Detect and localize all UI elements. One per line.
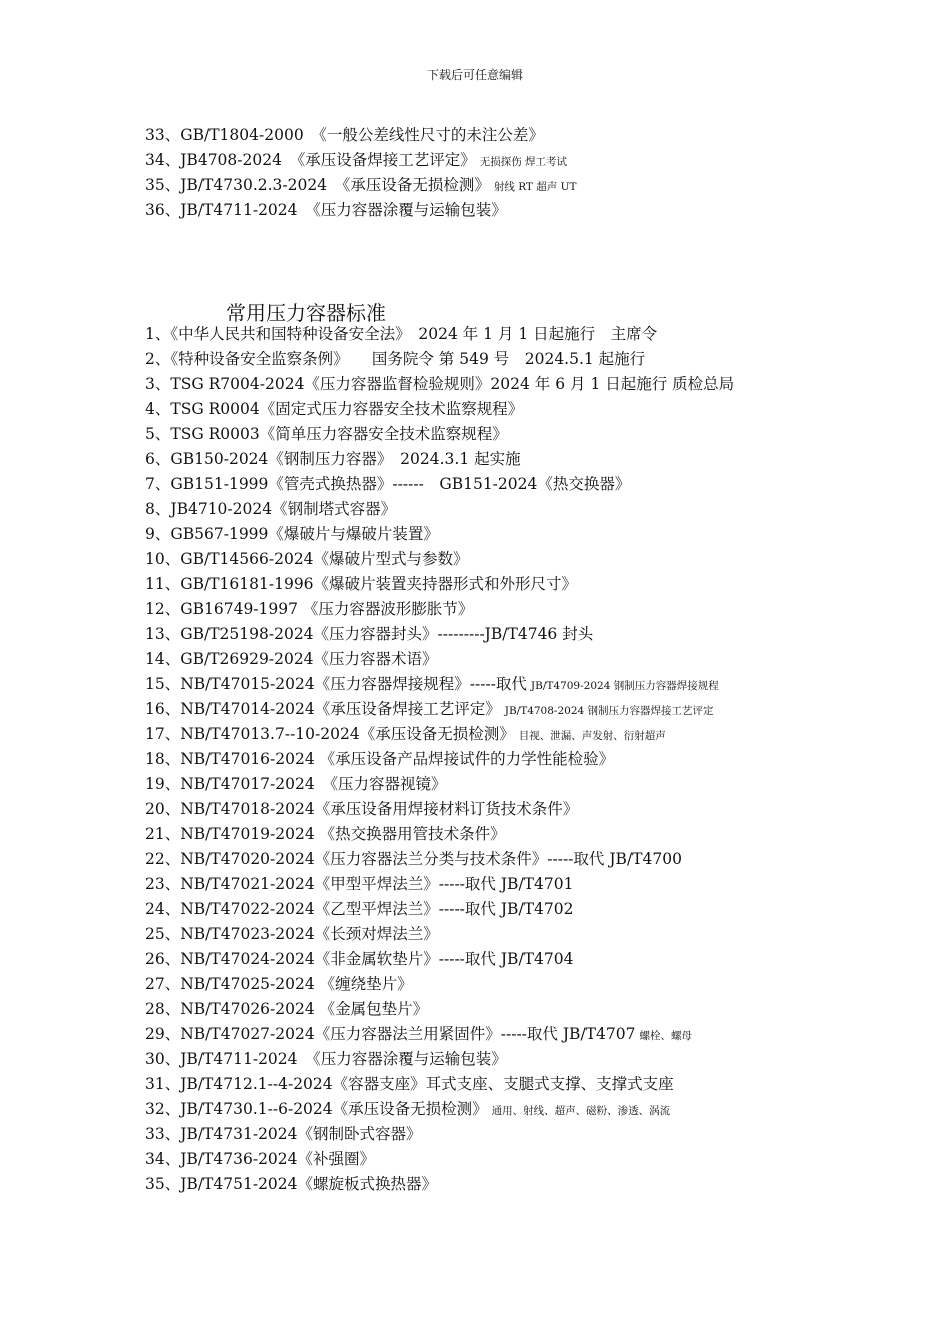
- list-item-note: 无损探伤 焊工考试: [479, 156, 568, 168]
- list-item-text: 34、JB4708-2024 《承压设备焊接工艺评定》: [145, 151, 476, 169]
- list-item: [145, 198, 905, 223]
- list-item: [145, 1047, 905, 1072]
- list-item-note: 通用、射线、超声、磁粉、渗透、涡流: [491, 1105, 671, 1117]
- list-item: [145, 1147, 905, 1172]
- list-item-text: 4、TSG R0004《固定式压力容器安全技术监察规程》: [145, 400, 524, 418]
- list-item-text: 30、JB/T4711-2024 《压力容器涂覆与运输包装》: [145, 1050, 507, 1068]
- list-item-text: 18、NB/T47016-2024 《承压设备产品焊接试件的力学性能检验》: [145, 750, 615, 768]
- list-item-note: JB/T4708-2024 钢制压力容器焊接工艺评定: [504, 705, 714, 717]
- list-item-text: 3、TSG R7004-2024《压力容器监督检验规则》2024 年 6 月 1 日起施行 质检总局: [145, 375, 735, 393]
- list-item-text: 26、NB/T47024-2024《非金属软垫片》-----取代 JB/T4704: [145, 950, 574, 968]
- list-item-text: 25、NB/T47023-2024《长颈对焊法兰》: [145, 925, 439, 943]
- list-item: [145, 672, 905, 697]
- list-item-text: 36、JB/T4711-2024 《压力容器涂覆与运输包装》: [145, 201, 507, 219]
- list-item: [145, 397, 905, 422]
- list-item-text: 15、NB/T47015-2024《压力容器焊接规程》-----取代: [145, 675, 527, 693]
- list-item: [145, 647, 905, 672]
- list-item-text: 20、NB/T47018-2024《承压设备用焊接材料订货技术条件》: [145, 800, 579, 818]
- list-item-text: 12、GB16749-1997 《压力容器波形膨胀节》: [145, 600, 474, 618]
- list-item-text: 5、TSG R0003《简单压力容器安全技术监察规程》: [145, 425, 508, 443]
- list-item: [145, 897, 905, 922]
- list-item-text: 35、JB/T4730.2.3-2024 《承压设备无损检测》: [145, 176, 490, 194]
- list-item: [145, 472, 905, 497]
- list-item-text: 10、GB/T14566-2024《爆破片型式与参数》: [145, 550, 469, 568]
- list-item: [145, 572, 905, 597]
- list-item-note: 射线 RT 超声 UT: [493, 181, 577, 193]
- list-item: [145, 547, 905, 572]
- list-item-text: 23、NB/T47021-2024《甲型平焊法兰》-----取代 JB/T4701: [145, 875, 574, 893]
- list-item-text: 22、NB/T47020-2024《压力容器法兰分类与技术条件》-----取代 JB/T4700: [145, 850, 682, 868]
- list-item-text: 33、GB/T1804-2000 《一般公差线性尺寸的未注公差》: [145, 126, 544, 144]
- list-item-text: 31、JB/T4712.1--4-2024《容器支座》耳式支座、支腿式支撑、支撑式支座: [145, 1075, 674, 1093]
- list-item-text: 7、GB151-1999《管壳式换热器》------ GB151-2024《热交换器》: [145, 475, 631, 493]
- page-header: 下载后可任意编辑: [426, 68, 523, 82]
- list-item-note: JB/T4709-2024 钢制压力容器焊接规程: [530, 680, 719, 692]
- list-item: [145, 447, 905, 472]
- list-item-text: 29、NB/T47027-2024《压力容器法兰用紧固件》-----取代 JB/T4707: [145, 1025, 636, 1043]
- list-item: [145, 1022, 905, 1047]
- list-item-text: 27、NB/T47025-2024 《缠绕垫片》: [145, 975, 413, 993]
- list-item: [145, 497, 905, 522]
- list-item: [145, 772, 905, 797]
- list-item-text: 21、NB/T47019-2024 《热交换器用管技术条件》: [145, 825, 506, 843]
- list-item: [145, 922, 905, 947]
- list-item-text: 6、GB150-2024《钢制压力容器》 2024.3.1 起实施: [145, 450, 521, 468]
- list-item-note: 目视、泄漏、声发射、衍射超声: [518, 730, 666, 742]
- list-item: [145, 422, 905, 447]
- standard-list: [145, 322, 905, 1197]
- list-item: [145, 747, 905, 772]
- list-item: [145, 947, 905, 972]
- list-item: [145, 322, 905, 347]
- list-item-text: 9、GB567-1999《爆破片与爆破片装置》: [145, 525, 439, 543]
- list-item: [145, 822, 905, 847]
- list-item: [145, 148, 905, 173]
- list-item-text: 19、NB/T47017-2024 《压力容器视镜》: [145, 775, 447, 793]
- list-item-note: 螺栓、螺母: [639, 1030, 692, 1042]
- list-item: [145, 1122, 905, 1147]
- list-item-text: 35、JB/T4751-2024《螺旋板式换热器》: [145, 1175, 438, 1193]
- list-item: [145, 697, 905, 722]
- list-item-text: 16、NB/T47014-2024《承压设备焊接工艺评定》: [145, 700, 501, 718]
- list-item-text: 2、《特种设备安全监察条例》 国务院令 第 549 号 2024.5.1 起施行: [145, 350, 646, 368]
- list-item-text: 33、JB/T4731-2024《钢制卧式容器》: [145, 1125, 422, 1143]
- list-item-text: 28、NB/T47026-2024 《金属包垫片》: [145, 1000, 429, 1018]
- list-item-text: 17、NB/T47013.7--10-2024《承压设备无损检测》: [145, 725, 515, 743]
- section-title: 常用压力容器标准: [226, 301, 386, 325]
- list-item-text: 24、NB/T47022-2024《乙型平焊法兰》-----取代 JB/T4702: [145, 900, 574, 918]
- list-item: [145, 847, 905, 872]
- list-item: [145, 522, 905, 547]
- list-item: [145, 722, 905, 747]
- list-item: [145, 622, 905, 647]
- list-item: [145, 997, 905, 1022]
- list-item-text: 1、《中华人民共和国特种设备安全法》 2024 年 1 月 1 日起施行 主席令: [145, 325, 658, 343]
- list-item-text: 13、GB/T25198-2024《压力容器封头》---------JB/T4746 封头: [145, 625, 594, 643]
- list-item-text: 14、GB/T26929-2024《压力容器术语》: [145, 650, 438, 668]
- list-item: [145, 1072, 905, 1097]
- list-item: [145, 1097, 905, 1122]
- list-item: [145, 347, 905, 372]
- list-item-text: 32、JB/T4730.1--6-2024《承压设备无损检测》: [145, 1100, 488, 1118]
- list-item: [145, 597, 905, 622]
- list-item: [145, 123, 905, 148]
- list-item: [145, 1172, 905, 1197]
- list-item: [145, 797, 905, 822]
- list-item: [145, 872, 905, 897]
- top-standard-list: [145, 123, 905, 223]
- list-item-text: 34、JB/T4736-2024《补强圈》: [145, 1150, 376, 1168]
- list-item: [145, 173, 905, 198]
- list-item-text: 8、JB4710-2024《钢制塔式容器》: [145, 500, 397, 518]
- list-item-text: 11、GB/T16181-1996《爆破片装置夹持器形式和外形尺寸》: [145, 575, 578, 593]
- list-item: [145, 972, 905, 997]
- list-item: [145, 372, 905, 397]
